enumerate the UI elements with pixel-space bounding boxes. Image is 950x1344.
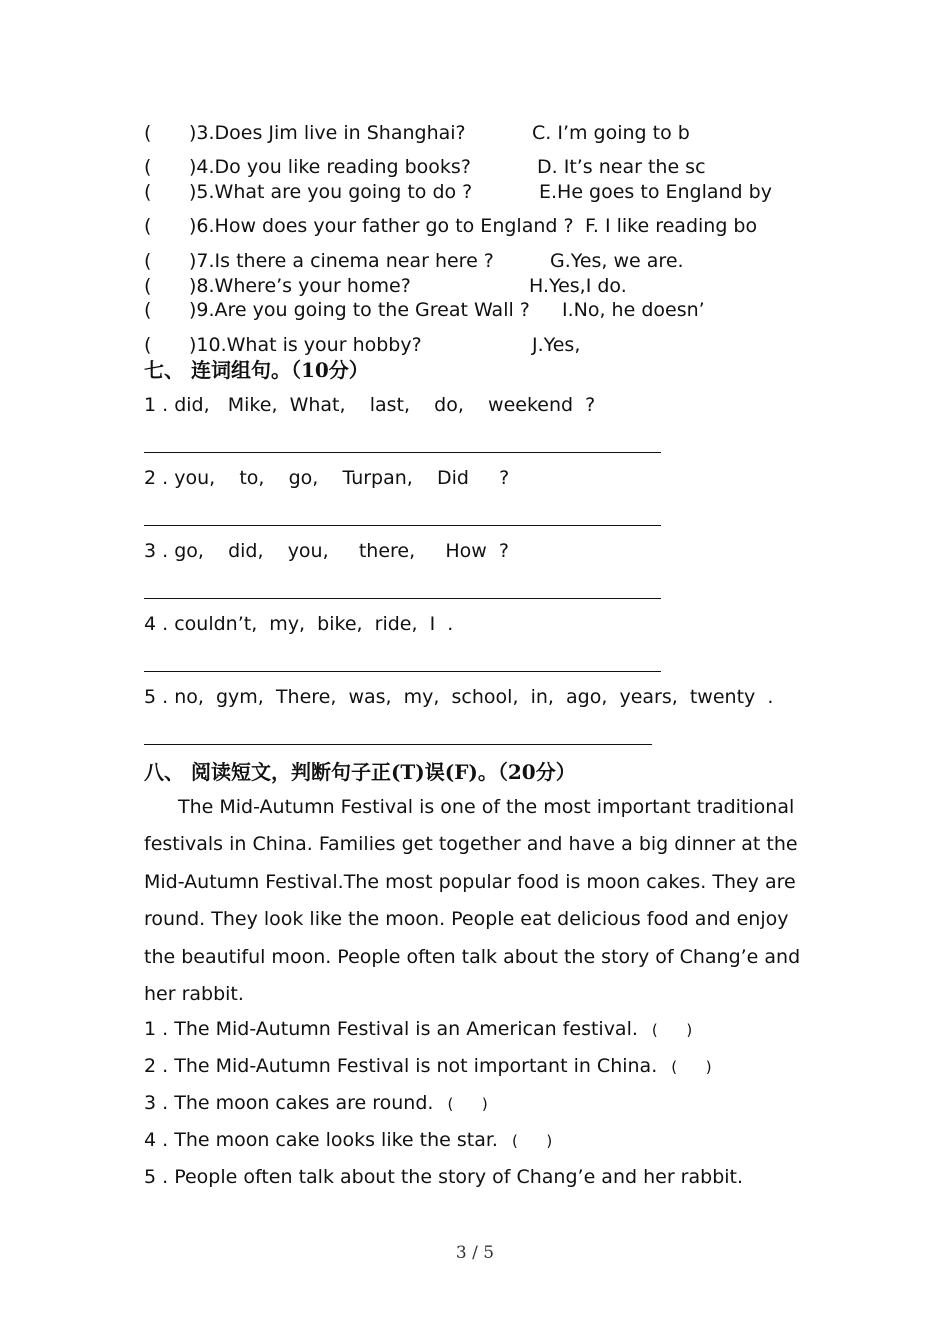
matching-question: )3.Does Jim live in Shanghai? <box>189 122 466 144</box>
answer-line[interactable] <box>144 671 661 672</box>
word-ordering-item: 4 . couldn’t, my, bike, ride, I . <box>144 613 454 635</box>
page-number: 3 / 5 <box>455 1243 495 1263</box>
section-heading: 八、 阅读短文，判断句子正(T)误(F)。（20分） <box>144 760 576 784</box>
word-ordering-item: 3 . go, did, you, there, How ? <box>144 540 509 562</box>
answer-line[interactable] <box>144 525 661 526</box>
matching-question: )9.Are you going to the Great Wall ? <box>189 299 530 321</box>
answer-line[interactable] <box>144 744 652 745</box>
answer-paren: ( <box>144 215 152 237</box>
answer-paren: ( <box>144 275 152 297</box>
tf-statement <box>144 1091 488 1116</box>
matching-answer: E.He goes to England by <box>539 181 772 203</box>
answer-paren: ( <box>144 250 152 272</box>
word-ordering-item: 1 . did, Mike, What, last, do, weekend ? <box>144 394 596 416</box>
answer-blank[interactable]: ( ) <box>671 1058 712 1076</box>
tf-statement <box>144 1165 757 1189</box>
matching-question: )7.Is there a cinema near here ? <box>189 250 494 272</box>
matching-answer: J.Yes, <box>532 334 581 356</box>
statement-text: 5 . People often talk about the story of Chang’e and her rabbit. <box>144 1166 744 1188</box>
answer-paren: ( <box>144 334 152 356</box>
reading-passage: The Mid-Autumn Festival is one of the most important traditional festivals in China. Families get together and have a big dinner at the Mid-Autumn Festival.The most popular food is moon cakes. They are round. They look like the moon. People eat delicious food and enjoy the beautiful moon. People often talk about the story of Chang’e and her rabbit. <box>144 796 801 1006</box>
answer-line[interactable] <box>144 452 661 453</box>
section-heading: 七、 连词组句。（10分） <box>144 358 369 382</box>
matching-question: )10.What is your hobby? <box>189 334 422 356</box>
tf-statement <box>144 1017 692 1042</box>
answer-blank[interactable]: ( ) <box>651 1021 693 1039</box>
statement-text: 2 . The Mid-Autumn Festival is not important in China. <box>144 1055 658 1077</box>
statement-text: 1 . The Mid-Autumn Festival is an American festival. <box>144 1018 638 1040</box>
statement-text: 4 . The moon cake looks like the star. <box>144 1129 498 1151</box>
matching-answer: F. I like reading bo <box>585 215 758 237</box>
answer-paren: ( <box>144 299 152 321</box>
matching-answer: G.Yes, we are. <box>550 250 684 272</box>
matching-question: )8.Where’s your home? <box>189 275 411 297</box>
matching-answer: H.Yes,I do. <box>529 275 627 297</box>
answer-line[interactable] <box>144 598 661 599</box>
word-ordering-item: 5 . no, gym, There, was, my, school, in, ago, years, twenty . <box>144 686 774 708</box>
matching-answer: I.No, he doesn’ <box>562 299 705 321</box>
answer-paren: ( <box>144 122 152 144</box>
answer-paren: ( <box>144 181 152 203</box>
statement-text: 3 . The moon cakes are round. <box>144 1092 434 1114</box>
matching-question: )6.How does your father go to England ? <box>189 215 574 237</box>
tf-statement <box>144 1054 712 1079</box>
word-ordering-item: 2 . you, to, go, Turpan, Did ? <box>144 467 510 489</box>
matching-question: )5.What are you going to do ? <box>189 181 473 203</box>
matching-answer: D. It’s near the sc <box>537 156 706 178</box>
tf-statement <box>144 1128 552 1153</box>
answer-blank[interactable]: ( ) <box>447 1095 488 1113</box>
matching-answer: C. I’m going to b <box>532 122 690 144</box>
answer-blank[interactable]: ( ) <box>511 1132 553 1150</box>
matching-question: )4.Do you like reading books? <box>189 156 471 178</box>
answer-paren: ( <box>144 156 152 178</box>
